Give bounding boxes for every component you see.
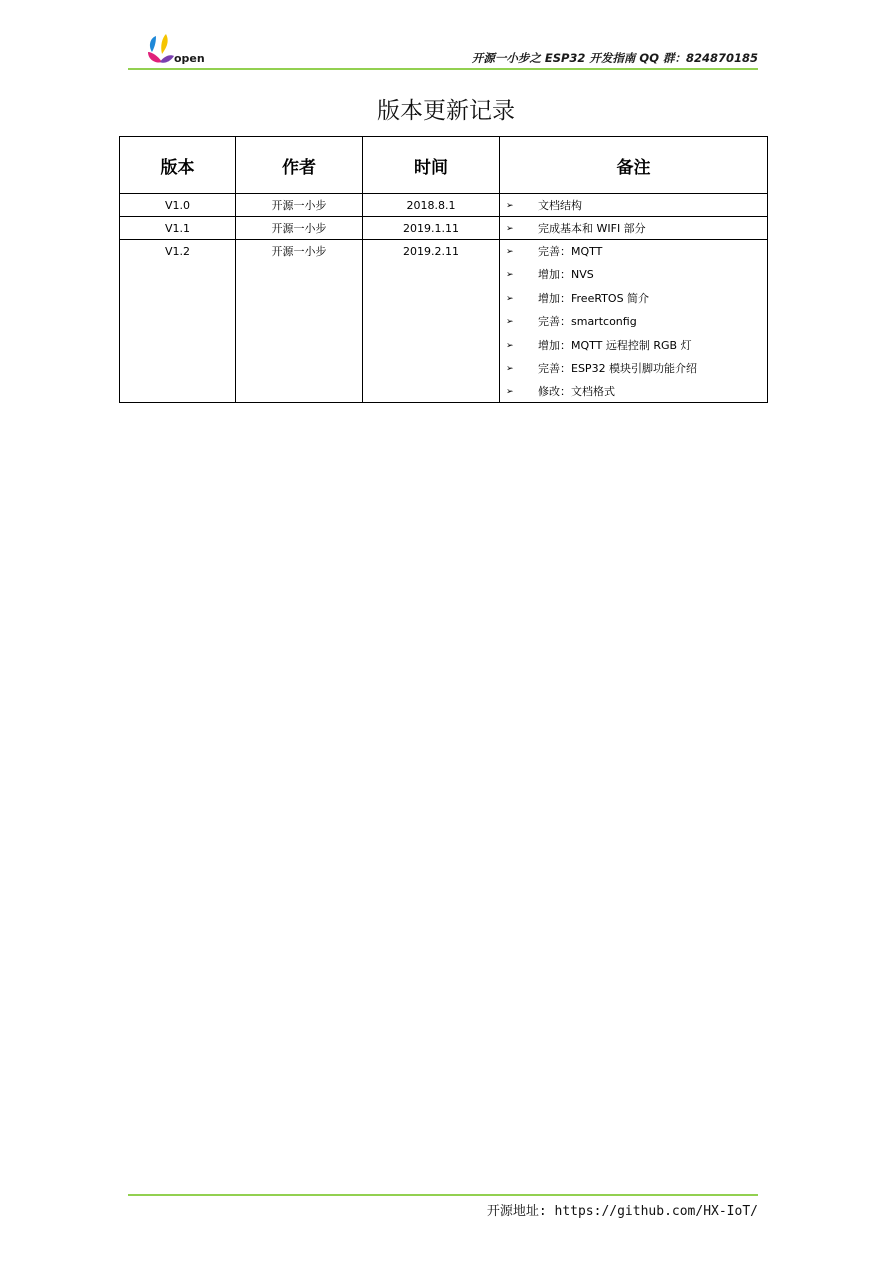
- note-text: 文档结构: [538, 199, 582, 212]
- note-text: 增加：MQTT 远程控制 RGB 灯: [538, 338, 692, 352]
- table-row: [120, 194, 768, 217]
- notes-cell: [500, 240, 768, 403]
- header-divider: [128, 68, 758, 70]
- note-item: [506, 223, 767, 235]
- version-history-table: [119, 136, 768, 403]
- table-header-row: [120, 137, 768, 194]
- bullet-arrow-icon: ➢: [506, 270, 514, 281]
- page-title: 版本更新记录: [377, 98, 515, 124]
- table-row: [120, 217, 768, 240]
- column-header-author: 作者: [236, 137, 363, 194]
- note-text: 完善：smartconfig: [538, 315, 637, 329]
- author-cell: 开源一小步: [236, 217, 363, 240]
- version-cell: V1.1: [120, 217, 236, 240]
- note-text: 完善：MQTT: [538, 245, 603, 258]
- author-cell: 开源一小步: [236, 240, 363, 403]
- footer-repo-address: 开源地址: https://github.com/HX-IoT/: [486, 1204, 758, 1219]
- bullet-arrow-icon: ➢: [506, 340, 514, 351]
- open-logo: [142, 32, 212, 68]
- bullet-arrow-icon: ➢: [506, 247, 514, 257]
- bullet-arrow-icon: ➢: [506, 224, 514, 234]
- note-item: [506, 200, 767, 212]
- bullet-arrow-icon: ➢: [506, 317, 514, 328]
- bullet-arrow-icon: ➢: [506, 293, 514, 304]
- bullet-arrow-icon: ➢: [506, 201, 514, 211]
- author-cell: 开源一小步: [236, 194, 363, 217]
- svg-text:open: open: [174, 52, 205, 65]
- column-header-date: 时间: [363, 137, 500, 194]
- note-item: [506, 386, 767, 398]
- note-text: 增加：FreeRTOS 简介: [538, 291, 650, 305]
- bullet-arrow-icon: ➢: [506, 387, 514, 398]
- version-cell: V1.0: [120, 194, 236, 217]
- note-item: [506, 293, 767, 305]
- note-item: [506, 269, 767, 281]
- bullet-arrow-icon: ➢: [506, 363, 514, 374]
- version-cell: V1.2: [120, 240, 236, 403]
- note-text: 完善：ESP32 模块引脚功能介绍: [538, 361, 698, 375]
- note-item: [506, 363, 767, 375]
- note-item: [506, 246, 767, 258]
- column-header-notes: 备注: [500, 137, 768, 194]
- notes-cell: [500, 194, 768, 217]
- notes-cell: [500, 217, 768, 240]
- header-title: 开源一小步之 ESP32 开发指南 QQ 群：824870185: [471, 51, 758, 65]
- column-header-version: 版本: [120, 137, 236, 194]
- note-text: 修改：文档格式: [538, 385, 615, 399]
- note-text: 完成基本和 WIFI 部分: [538, 222, 646, 235]
- footer-divider: [128, 1194, 758, 1196]
- note-item: [506, 340, 767, 352]
- table-row: [120, 240, 768, 403]
- date-cell: 2019.2.11: [363, 240, 500, 403]
- note-text: 增加：NVS: [538, 268, 594, 282]
- note-item: [506, 316, 767, 328]
- date-cell: 2018.8.1: [363, 194, 500, 217]
- page-header: [128, 30, 758, 70]
- date-cell: 2019.1.11: [363, 217, 500, 240]
